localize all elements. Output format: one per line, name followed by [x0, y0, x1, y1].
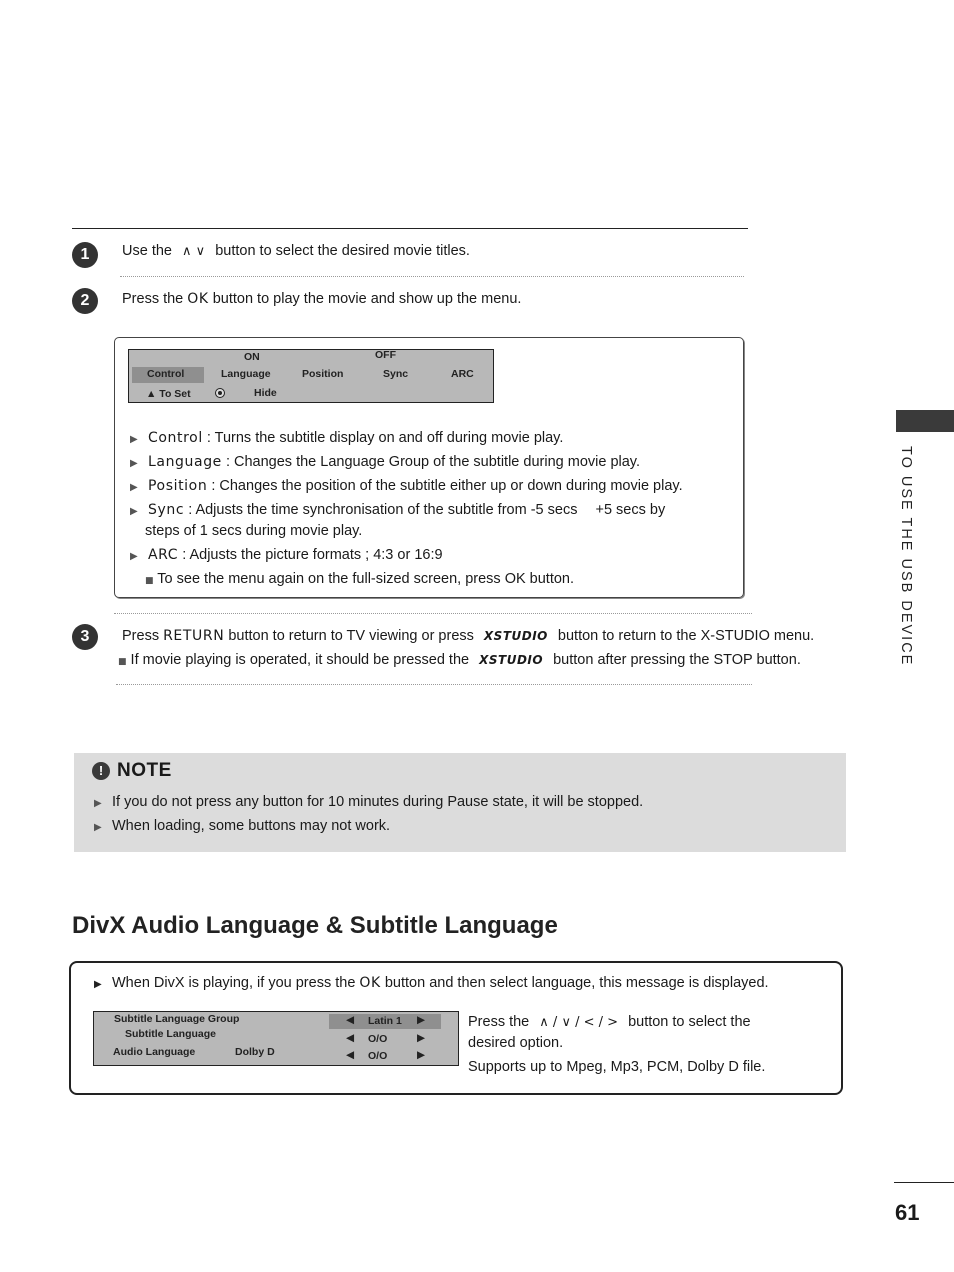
- osd-item-arc[interactable]: ARC: [451, 368, 474, 380]
- step-2-text: [122, 289, 521, 309]
- divider-dotted: [114, 613, 752, 614]
- triangle-bullet-icon: ▶: [130, 458, 138, 469]
- osd-subtitle-language[interactable]: Subtitle Language: [125, 1028, 217, 1040]
- step-1-text: [122, 241, 470, 262]
- side-tab-marker: [896, 410, 954, 432]
- page-number-rule: [894, 1182, 954, 1183]
- step-2-post: button to play the movie and show up the menu.: [212, 291, 522, 307]
- osd-hide: Hide: [254, 387, 277, 399]
- menu-note: ■ To see the menu again on the full-sized screen, press OK button.: [145, 571, 575, 587]
- osd-to-set: ▲ To Set: [146, 388, 191, 400]
- xstudio-logo-icon: XSTUDIO: [483, 629, 548, 643]
- divx-intro: ▶ When DivX is playing, if you press the OK button and then select language, this message is displayed.: [94, 973, 769, 995]
- step-1-pre: Use the: [122, 243, 172, 259]
- osd-item-control[interactable]: Control: [147, 368, 185, 380]
- step-2-pre: Press the: [122, 291, 184, 307]
- left-arrow-icon[interactable]: ◀: [346, 1014, 355, 1026]
- osd-audio-sel-value: O/O: [368, 1050, 388, 1062]
- divx-press-text: Press the ∧ / ∨ / < / > button to select the: [468, 1014, 751, 1030]
- up-down-arrow-icon: ∧ ∨: [182, 244, 206, 259]
- menu-desc-language: ▶ Language : Changes the Language Group of the subtitle during movie play.: [130, 452, 640, 474]
- step-1-post: button to select the desired movie titles.: [215, 243, 470, 259]
- right-arrow-icon[interactable]: ▶: [417, 1014, 426, 1026]
- menu-desc-arc: ▶ ARC : Adjusts the picture formats ; 4:3 or 16:9: [130, 545, 443, 567]
- exclamation-icon: !: [92, 762, 110, 780]
- osd-subtitle-value: O/O: [368, 1033, 388, 1045]
- osd-on-label: ON: [244, 351, 260, 363]
- top-rule: [72, 228, 748, 229]
- note-title: NOTE: [117, 760, 172, 781]
- return-key-label: RETURN: [163, 628, 225, 644]
- menu-desc-position: ▶ Position : Changes the position of the subtitle either up or down during movie play.: [130, 476, 683, 498]
- osd-group-value: Latin 1: [368, 1015, 402, 1027]
- triangle-bullet-icon: ▶: [94, 979, 102, 990]
- osd-item-position[interactable]: Position: [302, 368, 344, 380]
- left-arrow-icon[interactable]: ◀: [346, 1032, 355, 1044]
- section-title: DivX Audio Language & Subtitle Language: [72, 912, 558, 939]
- triangle-bullet-icon: ▶: [94, 798, 102, 809]
- osd-subtitle-group[interactable]: Subtitle Language Group: [114, 1013, 240, 1025]
- square-bullet-icon: ■: [118, 657, 127, 667]
- xstudio-logo-icon: XSTUDIO: [479, 653, 544, 667]
- note-item-1: ▶ If you do not press any button for 10 minutes during Pause state, it will be stopped.: [94, 792, 643, 814]
- ok-radio-icon: [215, 388, 225, 398]
- square-bullet-icon: ■: [145, 576, 154, 586]
- triangle-bullet-icon: ▶: [130, 482, 138, 493]
- step-number-1: 1: [72, 242, 98, 268]
- step-number-3: 3: [72, 624, 98, 650]
- menu-desc-sync: ▶ Sync : Adjusts the time synchronisation of the subtitle from -5 secs +5 secs by: [130, 500, 665, 522]
- navigation-arrows-icon: ∧ / ∨ / < / >: [539, 1015, 619, 1030]
- osd-item-sync[interactable]: Sync: [383, 368, 409, 380]
- osd-audio-language[interactable]: Audio Language: [113, 1046, 196, 1058]
- page-number: 61: [895, 1200, 920, 1225]
- step-number-2: 2: [72, 288, 98, 314]
- menu-desc-control: ▶ Control : Turns the subtitle display on and off during movie play.: [130, 428, 563, 450]
- language-osd-menu: [93, 1011, 459, 1066]
- left-arrow-icon[interactable]: ◀: [346, 1049, 355, 1061]
- side-section-label: TO USE THE USB DEVICE: [898, 446, 914, 667]
- menu-desc-sync-cont: steps of 1 secs during movie play.: [145, 523, 363, 539]
- osd-audio-value: Dolby D: [235, 1046, 275, 1058]
- divx-support-text: Supports up to Mpeg, Mp3, PCM, Dolby D file.: [468, 1059, 766, 1075]
- triangle-bullet-icon: ▶: [94, 822, 102, 833]
- ok-key-label: OK: [359, 975, 381, 991]
- right-arrow-icon[interactable]: ▶: [417, 1032, 426, 1044]
- osd-off-label: OFF: [375, 349, 396, 361]
- subtitle-osd-menu: [128, 349, 494, 403]
- triangle-bullet-icon: ▶: [130, 434, 138, 445]
- osd-item-language[interactable]: Language: [221, 368, 271, 380]
- step-3-text: Press RETURN button to return to TV viewing or press XSTUDIO button to return to the X-STUDIO menu.: [122, 628, 815, 644]
- note-item-2: ▶ When loading, some buttons may not work.: [94, 816, 390, 838]
- step-3-note: ■ If movie playing is operated, it should be pressed the XSTUDIO button after pressing the STOP button.: [118, 652, 801, 668]
- divider-dotted: [120, 276, 744, 277]
- divider-dotted: [116, 684, 752, 685]
- triangle-bullet-icon: ▶: [130, 506, 138, 517]
- divx-press-cont: desired option.: [468, 1035, 564, 1051]
- right-arrow-icon[interactable]: ▶: [417, 1049, 426, 1061]
- triangle-bullet-icon: ▶: [130, 551, 138, 562]
- ok-key-label: OK: [187, 291, 209, 307]
